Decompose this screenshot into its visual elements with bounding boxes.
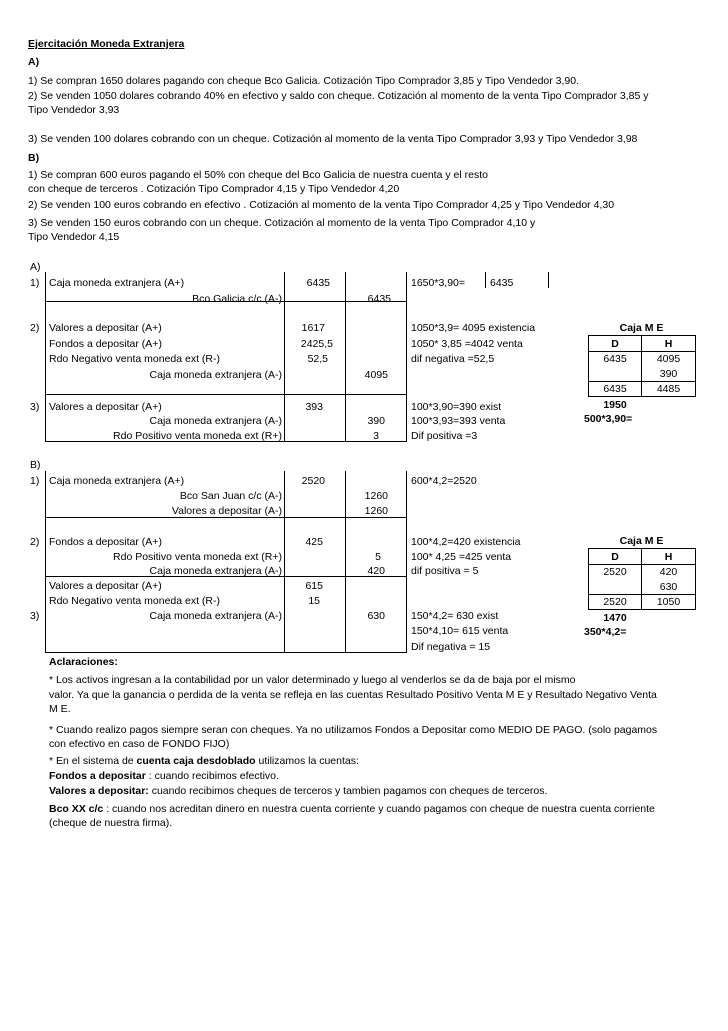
entry-a2-calc-3: dif negativa =52,5 — [411, 353, 495, 365]
entry-a3-credit-2: 390 — [367, 415, 385, 427]
t-account-b-debe-1: 2520 — [603, 566, 627, 578]
entry-b2-calc-1: 100*4,2=420 existencia — [411, 536, 521, 548]
statement-b2: 2) Se venden 100 euros cobrando en efectivo . Cotización al momento de la venta Tipo Comprador 4,25 y Tipo Vendedor 4,30 — [28, 199, 615, 211]
entry-b3-account-3: Caja moneda extranjera (A-) — [149, 610, 282, 622]
entry-b3-credit-3: 630 — [367, 610, 385, 622]
entry-b3-debit-1: 615 — [305, 580, 323, 592]
entry-a2-debit-2: 2425,5 — [300, 338, 333, 350]
aclaracion-6-line1 — [49, 803, 655, 816]
statement-b1-line2: con cheque de terceros . Cotización Tipo Comprador 4,15 y Tipo Vendedor 4,20 — [28, 183, 400, 195]
t-account-a-haber-2: 390 — [659, 368, 678, 380]
t-account-a-saldo: 1950 — [603, 399, 627, 411]
entry-b3-calc-2: 150*4,10= 615 venta — [411, 625, 509, 637]
entry-a2-debit-3: 52,5 — [307, 353, 328, 365]
entry-a1-number: 1) — [30, 277, 40, 289]
entry-a3-account-1: Valores a depositar (A+) — [49, 401, 162, 413]
statement-b3-line2: Tipo Vendedor 4,15 — [28, 231, 120, 243]
statement-b1-line1: 1) Se compran 600 euros pagando el 50% con cheque del Bco Galicia de nuestra cuenta y el resto — [28, 169, 488, 181]
t-account-a-debe-total: 6435 — [603, 383, 627, 395]
t-account-b-bottom-line — [588, 609, 696, 610]
t-account-b-haber-header: H — [664, 551, 673, 563]
journal-a-left-border — [45, 272, 46, 442]
section-b-label: B) — [28, 152, 40, 164]
aclaracion-3-bold: cuenta caja desdoblado — [136, 755, 256, 767]
entry-a1-credit-2: 6435 — [367, 293, 391, 305]
entry-b1-number: 1) — [30, 475, 40, 487]
aclaracion-2-line2: con efectivo en caso de FONDO FIJO) — [49, 738, 230, 750]
entry-a3-calc-3: Dif positiva =3 — [411, 430, 478, 442]
t-account-b-header-line — [588, 564, 696, 565]
entry-b1-calc: 600*4,2=2520 — [411, 475, 477, 487]
aclaracion-6-post: : cuando nos acreditan dinero en nuestra cuenta corriente y cuando pagamos con cheque de nuestra cuenta corriente — [103, 803, 655, 815]
entry-a3-debit-1: 393 — [305, 401, 323, 413]
aclaracion-6-bold: Bco XX c/c — [49, 803, 104, 815]
t-account-a-total-line — [588, 381, 696, 382]
entry-a2-account-3: Rdo Negativo venta moneda ext (R-) — [49, 353, 220, 365]
statement-a2-line2: Tipo Vendedor 3,93 — [28, 104, 120, 116]
entry-a3-account-2: Caja moneda extranjera (A-) — [149, 415, 282, 427]
entry-b3-number: 3) — [30, 610, 40, 622]
calc-box-a1-divider — [485, 272, 486, 288]
t-account-b-haber-total: 1050 — [656, 596, 681, 608]
t-account-a-haber-header: H — [664, 338, 673, 350]
t-account-b-haber-2: 630 — [659, 581, 678, 593]
entry-a1-calc-result: 6435 — [490, 277, 514, 289]
entry-a2-calc-2: 1050* 3,85 =4042 venta — [411, 338, 523, 350]
aclaraciones-title: Aclaraciones: — [49, 656, 118, 668]
page-title: Ejercitación Moneda Extranjera — [28, 38, 185, 50]
aclaracion-4 — [49, 770, 279, 783]
aclaracion-1-line1: * Los activos ingresan a la contabilidad por un valor determinado y luego al venderlos se da de baja por el mismo — [49, 674, 576, 686]
aclaracion-1-line2: valor. Ya que la ganancia o perdida de la venta se refleja en las cuentas Resultado Positivo Venta M E y Resultado Negativo Venta — [49, 689, 657, 701]
t-account-a-title: Caja M E — [619, 322, 664, 334]
statement-a3: 3) Se venden 100 dolares cobrando con un cheque. Cotización al momento de la venta Tipo Comprador 3,93 y Tipo Vendedor 3,98 — [28, 133, 638, 145]
entry-a2-debit-1: 1617 — [301, 322, 325, 334]
entry-a1-calc: 1650*3,90= — [411, 277, 466, 289]
entry-b2-credit-3: 420 — [367, 565, 385, 577]
t-account-b-title: Caja M E — [619, 535, 664, 547]
statement-b3-line1: 3) Se venden 150 euros cobrando con un cheque. Cotización al momento de la venta Tipo Comprador 4,10 y — [28, 217, 536, 229]
entry-b1-account-3: Valores a depositar (A-) — [171, 505, 282, 517]
entry-b2-calc-3: dif positiva = 5 — [411, 565, 479, 577]
t-account-b-saldo: 1470 — [603, 612, 627, 624]
t-account-a-top-line — [588, 335, 696, 336]
entry-a2-number: 2) — [30, 322, 40, 334]
t-account-a-bottom-line — [588, 396, 696, 397]
entry-b1-account-1: Caja moneda extranjera (A+) — [49, 475, 185, 487]
entry-a3-calc-1: 100*3,90=390 exist — [411, 401, 502, 413]
entry-b1-credit-2: 1260 — [364, 490, 388, 502]
t-account-a-right-line — [695, 335, 696, 397]
entry-b3-account-1: Valores a depositar (A+) — [49, 580, 162, 592]
aclaracion-1-line3: M E. — [49, 703, 71, 715]
entry-b2-number: 2) — [30, 536, 40, 548]
statement-a2-line1: 2) Se venden 1050 dolares cobrando 40% en efectivo y saldo con cheque. Cotización al momento de la venta Tipo Comprador 3,85 y — [28, 90, 649, 102]
entry-a2-credit-4: 4095 — [364, 369, 388, 381]
entry-b1-credit-3: 1260 — [364, 505, 388, 517]
aclaracion-2-line1: * Cuando realizo pagos siempre seran con cheques. Ya no utilizamos Fondos a Depositar como MEDIO DE PAGO. (solo pagamos — [49, 724, 658, 736]
t-account-a-haber-total: 4485 — [656, 383, 681, 395]
journal-b-col-divider-3 — [406, 471, 407, 653]
aclaracion-4-bold: Fondos a depositar — [49, 770, 146, 782]
journal-a-label: A) — [30, 261, 41, 273]
calc-box-a1-right — [548, 272, 549, 288]
aclaracion-4-post: : cuando recibimos efectivo. — [145, 770, 279, 782]
t-account-a-debe-1: 6435 — [603, 353, 627, 365]
entry-a2-account-4: Caja moneda extranjera (A-) — [149, 369, 282, 381]
entry-a1-account-1: Caja moneda extranjera (A+) — [49, 277, 185, 289]
entry-a3-number: 3) — [30, 401, 40, 413]
t-account-a-header-line — [588, 351, 696, 352]
journal-a-col-divider-3 — [406, 272, 407, 442]
entry-b1-account-2: Bco San Juan c/c (A-) — [179, 490, 282, 502]
section-a-label: A) — [28, 56, 40, 68]
entry-b2-credit-2: 5 — [375, 551, 381, 563]
entry-b1-debit-1: 2520 — [301, 475, 325, 487]
journal-b-left-border — [45, 471, 46, 653]
statement-a1: 1) Se compran 1650 dolares pagando con cheque Bco Galicia. Cotización Tipo Comprador 3,85 y Tipo Vendedor 3,90. — [28, 75, 580, 87]
aclaracion-6-line2: (cheque de nuestra firma). — [49, 817, 173, 829]
t-account-b-right-line — [695, 548, 696, 610]
t-account-a-haber-1: 4095 — [656, 353, 681, 365]
aclaracion-3 — [49, 755, 359, 768]
t-account-b-haber-1: 420 — [659, 566, 678, 578]
aclaracion-5-post: cuando recibimos cheques de terceros y tambien pagamos con cheques de terceros. — [148, 785, 548, 797]
entry-a3-account-3: Rdo Positivo venta moneda ext (R+) — [113, 430, 282, 442]
journal-b-col-divider-1 — [284, 471, 285, 653]
entry-a1-debit-1: 6435 — [306, 277, 330, 289]
t-account-b-top-line — [588, 548, 696, 549]
aclaracion-5 — [49, 785, 547, 798]
t-account-b-debe-total: 2520 — [603, 596, 627, 608]
entry-a2-account-2: Fondos a depositar (A+) — [49, 338, 162, 350]
entry-a1-account-2: Bco Galicia c/c (A-) — [192, 293, 282, 305]
t-account-b-total-line — [588, 594, 696, 595]
t-account-b-saldo-calc: 350*4,2= — [584, 626, 627, 638]
entry-a2-account-1: Valores a depositar (A+) — [49, 322, 162, 334]
entry-b2-calc-2: 100* 4,25 =425 venta — [411, 551, 512, 563]
entry-b3-calc-1: 150*4,2= 630 exist — [411, 610, 499, 622]
journal-b-label: B) — [30, 459, 41, 471]
entry-b2-debit-1: 425 — [305, 536, 323, 548]
t-account-b-debe-header: D — [611, 551, 619, 563]
entry-b3-debit-2: 15 — [308, 595, 320, 607]
entry-b2-account-1: Fondos a depositar (A+) — [49, 536, 162, 548]
t-account-a-saldo-calc: 500*3,90= — [584, 413, 633, 425]
aclaracion-3-post: utilizamos la cuentas: — [255, 755, 359, 767]
entry-b2-account-2: Rdo Positivo venta moneda ext (R+) — [113, 551, 282, 563]
entry-a2-calc-1: 1050*3,9= 4095 existencia — [411, 322, 536, 334]
entry-a3-calc-2: 100*3,93=393 venta — [411, 415, 506, 427]
aclaracion-5-bold: Valores a depositar: — [49, 785, 149, 797]
t-account-a-debe-header: D — [611, 338, 619, 350]
journal-a-row-separator-2 — [45, 394, 407, 395]
aclaracion-3-pre: * En el sistema de — [49, 755, 137, 767]
entry-b3-calc-3: Dif negativa = 15 — [411, 641, 491, 653]
entry-a3-credit-3: 3 — [373, 430, 379, 442]
entry-b3-account-2: Rdo Negativo venta moneda ext (R-) — [49, 595, 220, 607]
entry-b2-account-3: Caja moneda extranjera (A-) — [149, 565, 282, 577]
journal-b-bottom-border — [45, 652, 407, 653]
